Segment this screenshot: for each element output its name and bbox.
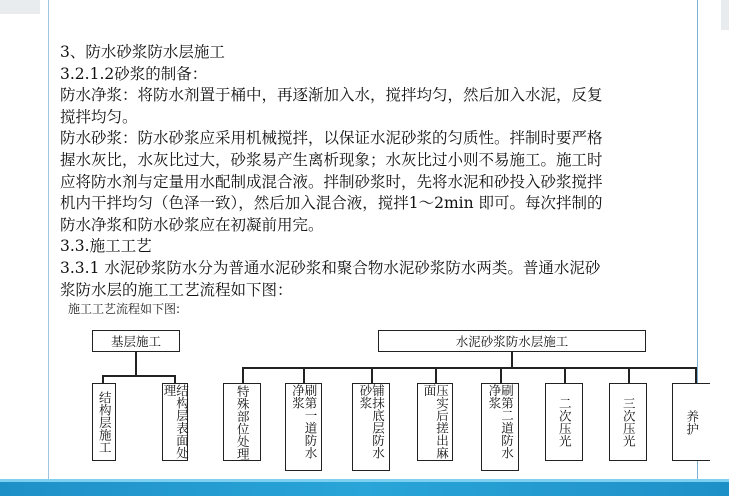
flow-box-first-slurry: 刷第一道防水净浆	[285, 383, 322, 471]
paragraph-line: 防水砂浆：防水砂浆应采用机械搅拌，以保证水泥砂浆的匀质性。拌制时要严格	[60, 129, 603, 148]
subsection-heading: 3.3.施工工艺	[60, 237, 152, 256]
flow-box-third-polish: 三次压光	[609, 383, 647, 461]
paragraph-line: 防水净浆和防水砂浆应在初凝前用完。	[60, 215, 324, 234]
paragraph-line: 应将防水剂与定量用水配制成混合液。拌制砂浆时，先将水泥和砂投入砂浆搅拌	[60, 172, 603, 191]
paragraph-line: 握水灰比，水灰比过大，砂浆易产生离析现象；水灰比过小则不易施工。施工时	[60, 150, 603, 169]
flow-box-curing: 养护	[672, 383, 710, 461]
process-flowchart	[60, 300, 700, 478]
paragraph-line: 浆防水层的施工工艺流程如下图：	[60, 280, 293, 299]
flow-box-surface-treatment: 结构层表面处理	[162, 384, 190, 459]
bottom-accent-bar	[0, 479, 729, 496]
paragraph-line: 机内干拌均匀（色泽一致），然后加入混合液，搅拌1～2min 即可。每次拌制的	[60, 194, 603, 213]
subsection-heading: 3.2.1.2砂浆的制备：	[60, 64, 208, 83]
left-margin-rule	[48, 0, 49, 496]
section-heading: 3、防水砂浆防水层施工	[60, 43, 225, 61]
flow-box-second-polish: 二次压光	[545, 383, 583, 461]
paragraph-line: 3.3.1 水泥砂浆防水分为普通水泥砂浆和聚合物水泥砂浆防水两类。普通水泥砂	[60, 258, 601, 277]
flow-box-compact-rough: 压实后搓出麻面	[417, 383, 453, 461]
document-body	[60, 42, 696, 301]
flow-box-special-parts: 特殊部位处理	[223, 383, 261, 461]
flowchart-title: 施工工艺流程如下图:	[68, 302, 181, 316]
flow-box-mortar-layer-construction: 水泥砂浆防水层施工	[378, 330, 646, 352]
flow-box-base-mortar: 铺抹底层防水砂浆	[352, 383, 390, 471]
flow-box-second-slurry: 刷第二道防水净浆	[481, 383, 519, 471]
flow-box-structure-construction: 结构层施工	[92, 383, 116, 461]
flow-box-base-construction: 基层施工	[92, 330, 180, 352]
top-right-decoration	[721, 0, 729, 30]
paragraph-line: 搅拌均匀。	[60, 107, 138, 126]
paragraph-line: 防水净浆：将防水剂置于桶中，再逐渐加入水，搅拌均匀，然后加入水泥，反复	[60, 86, 603, 105]
top-left-decoration	[0, 0, 40, 14]
